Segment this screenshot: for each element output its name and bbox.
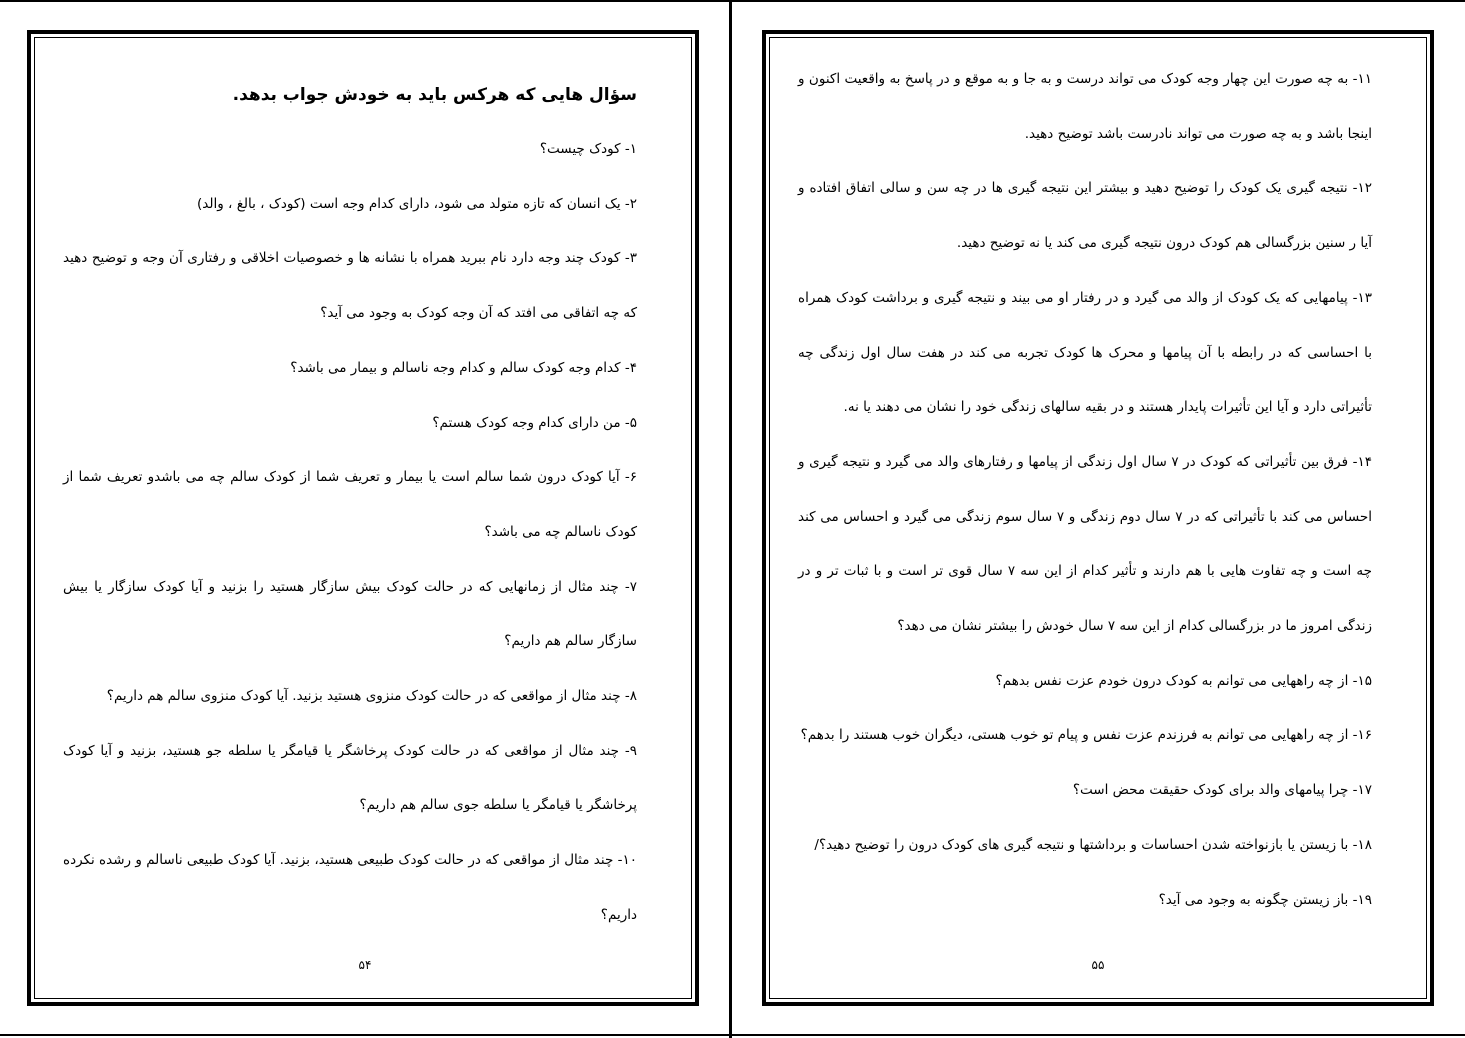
page-right: [762, 30, 1434, 1006]
question-5: ۵- من دارای کدام وجه کودک هستم؟: [432, 414, 637, 431]
question-6: ۶- آیا کودک درون شما سالم است یا بیمار و تعریف شما از کودک سالم چه می باشدو تعریف شما از کودک ناسالم چه می باشد؟: [63, 469, 637, 540]
book-spine: [729, 0, 732, 1038]
spread-top-edge: [0, 0, 1465, 2]
page-left: [27, 30, 699, 1006]
page-number-right: ۵۵: [1091, 958, 1105, 972]
question-1: ۱- کودک چیست؟: [539, 141, 637, 157]
question-17: ۱۷- چرا پیامهای والد برای کودک حقیقت محض است؟: [1072, 782, 1372, 799]
question-18: ۱۸- با زیستن یا بازنواخته شدن احساسات و برداشتها و نتیجه گیری های کودک درون را توضیح دهید؟/: [814, 836, 1372, 853]
question-16: ۱۶- از چه راههایی می توانم به فرزندم عزت نفس و پیام تو خوب هستی، دیگران خوب هستند را بدهم؟: [800, 727, 1372, 744]
page-left-frame: [34, 37, 692, 999]
question-7: ۷- چند مثال از زمانهایی که در حالت کودک بیش سازگار هستید را بزنید و آیا کودک سازگار یا بیش سازگار سالم هم داریم؟: [63, 578, 637, 650]
question-14: ۱۴- فرق بین تأثیراتی که کودک در ۷ سال اول زندگی از پیامها و رفتارهای والد می گیرد و نتیجه گیری و احساس می کند با تأثیراتی که در ۷ سال دوم زندگی و ۷ سال سوم زندگی می گیرد و احساس می کند چه است و چه تفاوت هایی با هم دارند و تأثیر کدام از این سه ۷ سال قوی تر است و با ثبات تر و در زندگی امروز ما در بزرگسالی کدام از این سه ۷ سال خودش را بیشتر نشان می دهد؟: [798, 453, 1373, 635]
question-19: ۱۹- باز زیستن چگونه به وجود می آید؟: [1158, 891, 1372, 908]
page-right-content: [798, 52, 1372, 927]
page-left-content: [63, 68, 637, 943]
question-10: ۱۰- چند مثال از مواقعی که در حالت کودک طبیعی هستید، بزنید. آیا کودک طبیعی ناسالم و رشده نکرده داریم؟: [63, 852, 637, 923]
spread-bottom-edge: [0, 1034, 1465, 1036]
question-3: ۳- کودک چند وجه دارد نام ببرید همراه با نشانه ها و خصوصیات اخلاقی و رفتاری آن وجه و توضیح دهید که چه اتفاقی می افتد که آن وجه کودک به وجود می آید؟: [63, 250, 637, 322]
page-number-left: ۵۴: [358, 958, 372, 972]
question-11: ۱۱- به چه صورت این چهار وجه کودک می تواند درست و به جا و به موقع و در پاسخ به واقعیت اکنون و اینجا باشد و به چه صورت می تواند نادرست باشد توضیح دهید.: [798, 71, 1372, 142]
page-heading: سؤال هایی که هرکس باید به خودش جواب بدهد.: [232, 85, 637, 105]
question-2: ۲- یک انسان که تازه متولد می شود، دارای کدام وجه است (کودک ، بالغ ، والد): [197, 195, 637, 212]
question-13: ۱۳- پیامهایی که یک کودک از والد می گیرد و در رفتار او می بیند و نتیجه گیری و برداشت کودک همراه با احساسی که در رابطه با آن پیامها و محرک ها کودک تجربه می کند در هفت سال اول زندگی چه تأثیراتی دارد و آیا این تأثیرات پایدار هستند و در بقیه سالهای زندگی خود را نشان می دهند یا نه.: [798, 289, 1372, 416]
page-right-frame: [769, 37, 1427, 999]
question-9: ۹- چند مثال از مواقعی که در حالت کودک پرخاشگر یا قیامگر یا سلطه جو هستید، بزنید و آیا کودک پرخاشگر یا قیامگر یا سلطه جوی سالم هم داریم؟: [63, 742, 637, 814]
question-8: ۸- چند مثال از مواقعی که در حالت کودک منزوی هستید بزنید. آیا کودک منزوی سالم هم داریم؟: [106, 688, 637, 705]
question-15: ۱۵- از چه راههایی می توانم به کودک درون خودم عزت نفس بدهم؟: [995, 672, 1372, 689]
question-4: ۴- کدام وجه کودک سالم و کدام وجه ناسالم و بیمار می باشد؟: [290, 359, 637, 376]
question-12: ۱۲- نتیجه گیری یک کودک را توضیح دهید و بیشتر این نتیجه گیری ها در چه سن و سالی اتفاق افتاده و آیا ر سنین بزرگسالی هم کودک درون نتیجه گیری می کند یا نه توضیح دهید.: [798, 180, 1372, 252]
